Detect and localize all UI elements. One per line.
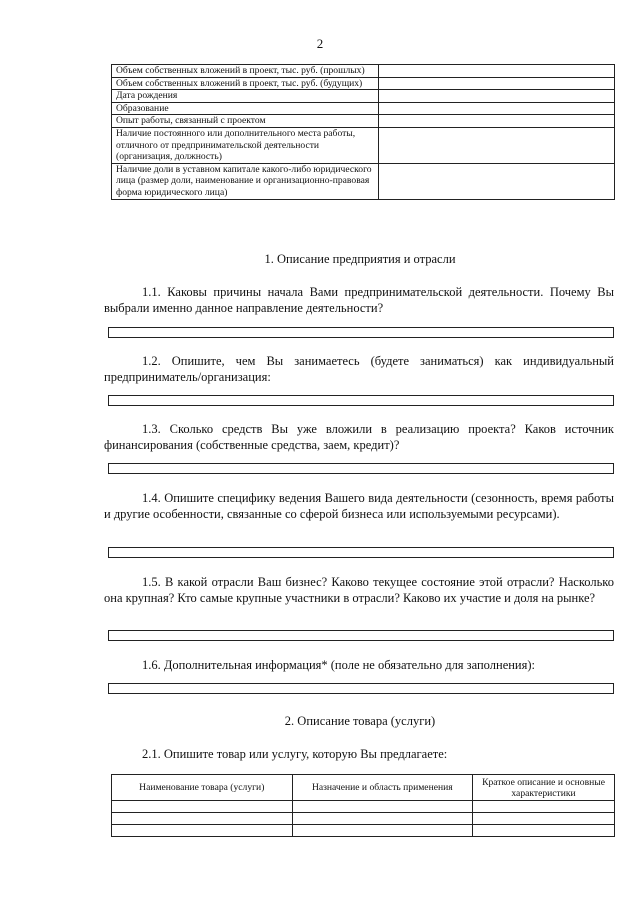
question-1-3: 1.3. Сколько средств Вы уже вложили в реализацию проекта? Каков источник финансирования (собственные средства, заем, кредит)? — [104, 422, 614, 452]
table-cell[interactable] — [292, 801, 473, 813]
table-cell[interactable] — [292, 825, 473, 837]
table-cell[interactable] — [473, 801, 615, 813]
row-value-field[interactable] — [379, 90, 615, 103]
table-row — [112, 163, 615, 199]
page-number: 2 — [316, 36, 324, 51]
row-label: Наличие постоянного или дополнительного места работы, отличного от предпринимательской деятельности (организация, должность) — [112, 127, 379, 163]
personal-info-table — [111, 64, 615, 200]
table-row — [112, 77, 615, 90]
row-value-field[interactable] — [379, 77, 615, 90]
table-cell[interactable] — [473, 825, 615, 837]
table-header-row — [112, 775, 615, 801]
table-cell[interactable] — [112, 813, 293, 825]
table-row — [112, 90, 615, 103]
table-cell[interactable] — [112, 801, 293, 813]
question-1-4: 1.4. Опишите специфику ведения Вашего вида деятельности (сезонность, время работы и другие особенности, связанные со сферой бизнеса или используемыми ресурсами). — [104, 491, 614, 521]
table-row — [112, 102, 615, 115]
column-header: Краткое описание и основные характеристики — [473, 775, 615, 801]
column-header: Наименование товара (услуги) — [112, 775, 293, 801]
answer-field-1-2[interactable] — [108, 395, 614, 406]
row-label: Образование — [112, 102, 379, 115]
answer-field-1-5[interactable] — [108, 630, 614, 641]
row-label: Объем собственных вложений в проект, тыс. руб. (будущих) — [112, 77, 379, 90]
row-label: Дата рождения — [112, 90, 379, 103]
section2-title: 2. Описание товара (услуги) — [284, 714, 436, 728]
table-cell[interactable] — [292, 813, 473, 825]
goods-table — [111, 774, 615, 837]
answer-field-1-1[interactable] — [108, 327, 614, 338]
question-1-2: 1.2. Опишите, чем Вы занимаетесь (будете заниматься) как индивидуальный предприниматель/организация: — [104, 354, 614, 384]
row-label: Наличие доли в уставном капитале какого-либо юридического лица (размер доли, наименование и организационно-правовая форма юридического лица) — [112, 163, 379, 199]
question-1-1: 1.1. Каковы причины начала Вами предпринимательской деятельности. Почему Вы выбрали именно данное направление деятельности? — [104, 285, 614, 315]
table-cell[interactable] — [112, 825, 293, 837]
answer-field-1-4[interactable] — [108, 547, 614, 558]
row-value-field[interactable] — [379, 127, 615, 163]
table-cell[interactable] — [473, 813, 615, 825]
column-header: Назначение и область применения — [292, 775, 473, 801]
question-1-6: 1.6. Дополнительная информация* (поле не обязательно для заполнения): — [142, 658, 536, 672]
table-row — [112, 127, 615, 163]
row-value-field[interactable] — [379, 65, 615, 78]
answer-field-1-3[interactable] — [108, 463, 614, 474]
row-value-field[interactable] — [379, 163, 615, 199]
row-value-field[interactable] — [379, 102, 615, 115]
table-row — [112, 813, 615, 825]
row-label: Опыт работы, связанный с проектом — [112, 115, 379, 128]
table-row — [112, 825, 615, 837]
question-1-5: 1.5. В какой отрасли Ваш бизнес? Каково текущее состояние этой отрасли? Насколько она крупная? Кто самые крупные участники в отрасли? Каково их участие и доля на рынке? — [104, 575, 614, 605]
row-label: Объем собственных вложений в проект, тыс. руб. (прошлых) — [112, 65, 379, 78]
table-row — [112, 65, 615, 78]
section1-title: 1. Описание предприятия и отрасли — [264, 252, 456, 266]
question-2-1: 2.1. Опишите товар или услугу, которую Вы предлагаете: — [142, 747, 448, 761]
answer-field-1-6[interactable] — [108, 683, 614, 694]
table-row — [112, 115, 615, 128]
row-value-field[interactable] — [379, 115, 615, 128]
table-row — [112, 801, 615, 813]
